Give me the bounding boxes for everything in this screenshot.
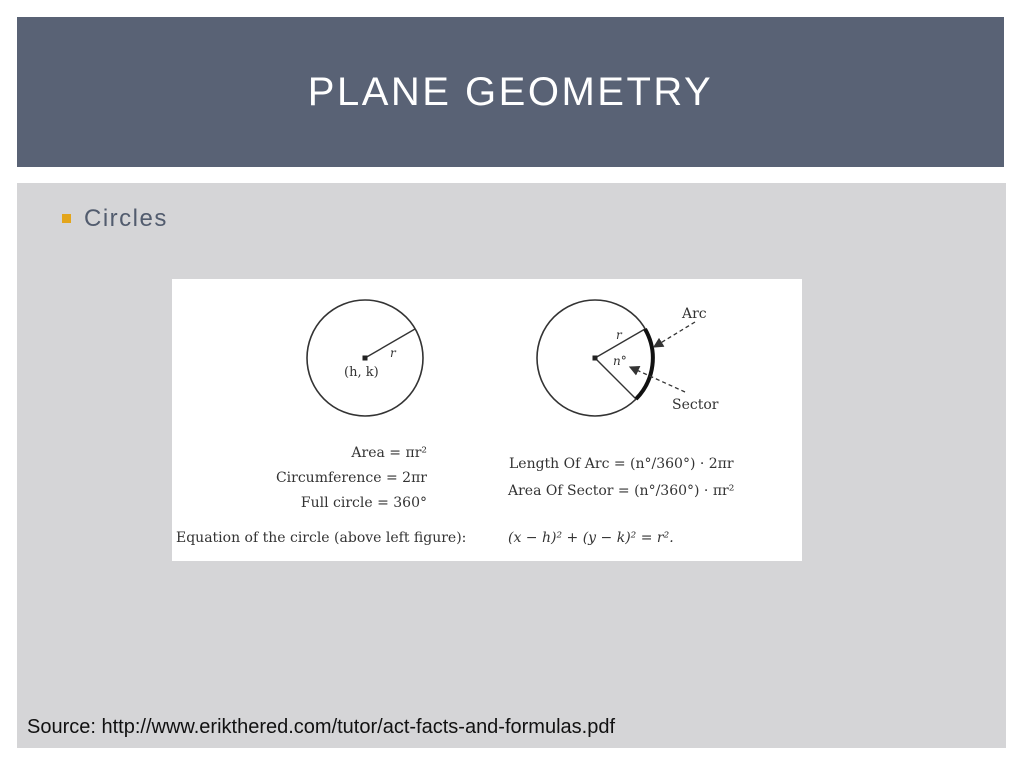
- bullet-text: Circles: [84, 205, 168, 232]
- right-center-point: [593, 356, 598, 361]
- bullet-square-icon: [62, 214, 71, 223]
- sector-area-formula: Area Of Sector = (n°/360°) · πr²: [508, 483, 735, 499]
- title-bar: [17, 17, 1004, 167]
- area-formula: Area = πr²: [351, 445, 427, 461]
- circle-formulas-figure: [172, 279, 802, 561]
- content-panel: [17, 183, 1006, 748]
- source-citation: Source: http://www.erikthered.com/tutor/act-facts-and-formulas.pdf: [27, 716, 616, 738]
- equation-label: Equation of the circle (above left figure):: [176, 530, 467, 546]
- circumference-formula: Circumference = 2πr: [275, 470, 427, 486]
- arc-length-formula: Length Of Arc = (n°/360°) · 2πr: [509, 456, 734, 472]
- arc-highlight: [636, 329, 653, 399]
- right-radius-label: r: [616, 328, 622, 342]
- sector-label: Sector: [672, 397, 719, 413]
- bullet-item: [62, 205, 168, 233]
- figure-svg: [172, 279, 802, 561]
- left-center-point: [363, 356, 368, 361]
- slide-title: PLANE GEOMETRY: [307, 69, 714, 114]
- left-circle-diagram: [307, 300, 423, 416]
- arc-label: Arc: [682, 306, 707, 322]
- full-circle-formula: Full circle = 360°: [300, 495, 427, 511]
- left-center-label: (h, k): [344, 365, 379, 380]
- equation-formula: (x − h)² + (y − k)² = r².: [508, 530, 674, 546]
- left-radius-label: r: [390, 346, 396, 360]
- angle-label: n°: [613, 354, 627, 368]
- sector-arrow: [630, 367, 685, 392]
- right-circle-diagram: [537, 300, 719, 416]
- arc-arrow: [654, 322, 695, 347]
